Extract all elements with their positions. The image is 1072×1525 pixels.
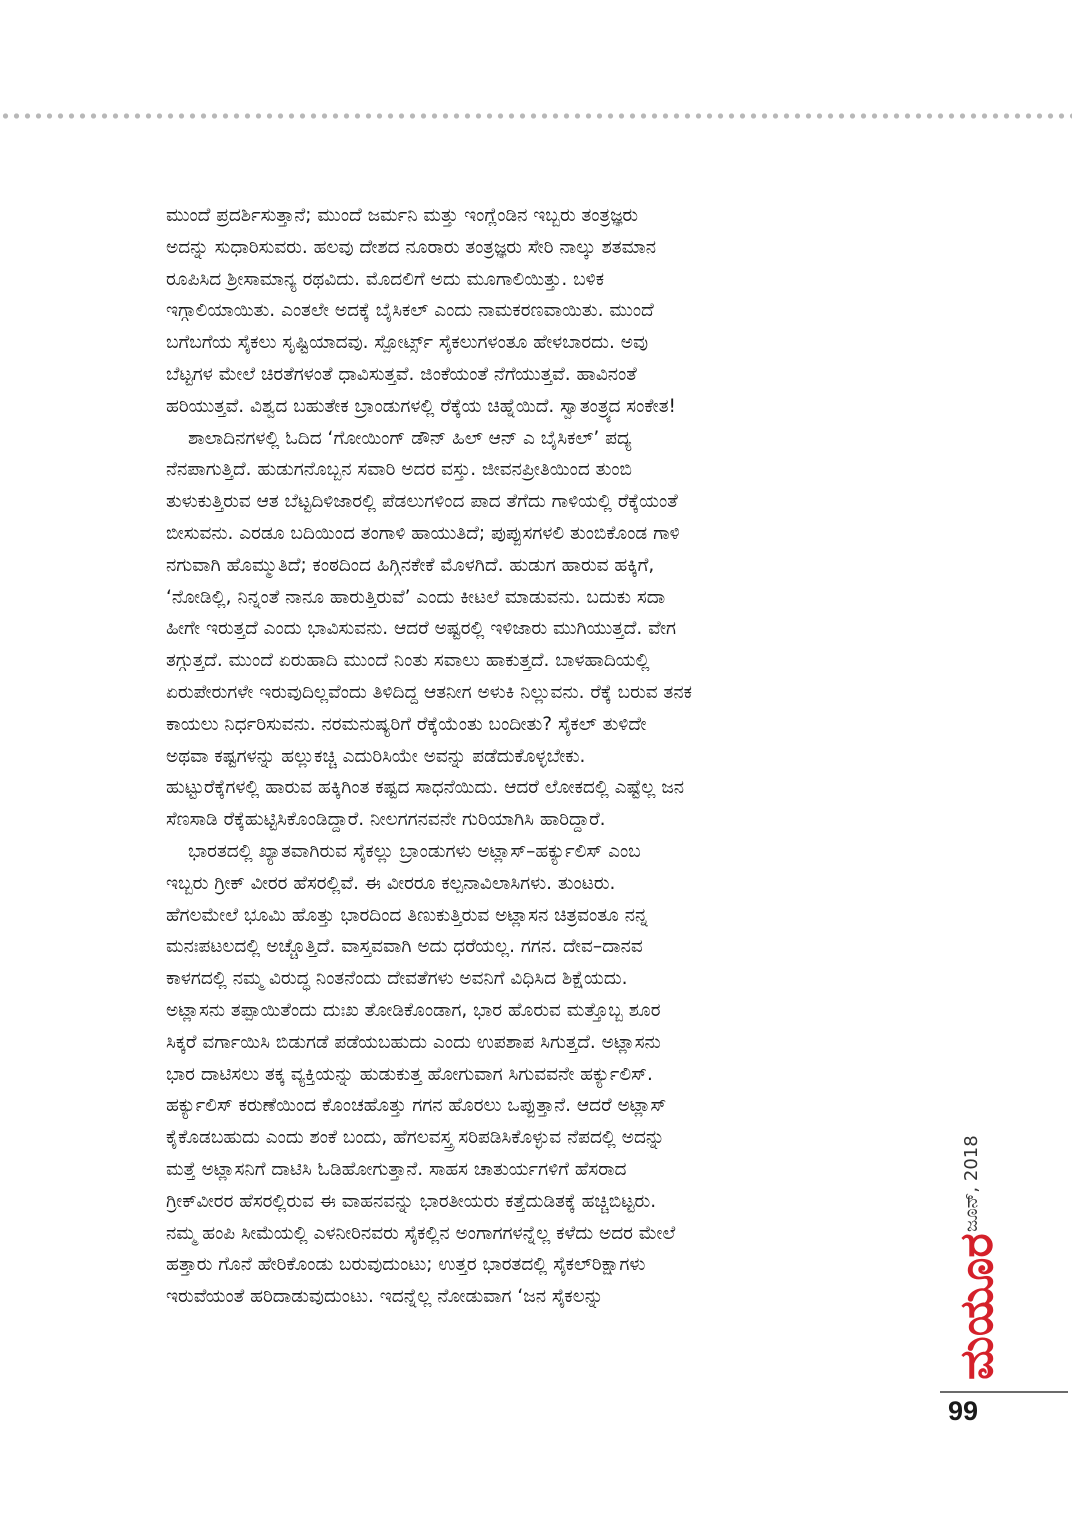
text-line: ಸಿಕ್ಕರೆ ವರ್ಗಾಯಿಸಿ ಬಿಡುಗಡೆ ಪಡೆಯಬಹುದು ಎಂದು ಉಪಶಾಪ ಸಿಗುತ್ತದೆ. ಅಟ್ಲಾಸನು <box>166 1031 661 1053</box>
text-line: ಹರಿಯುತ್ತವೆ. ವಿಶ್ವದ ಬಹುತೇಕ ಬ್ರಾಂಡುಗಳಲ್ಲಿ ರೆಕ್ಕೆಯ ಚಿಹ್ನೆಯಿದೆ. ಸ್ವಾತಂತ್ರ್ಯದ ಸಂಕೇತ! <box>166 395 676 417</box>
text-line: ಹೀಗೇ ಇರುತ್ತದೆ ಎಂದು ಭಾವಿಸುವನು. ಆದರೆ ಅಷ್ಟರಲ್ಲಿ ಇಳಿಜಾರು ಮುಗಿಯುತ್ತದೆ. ವೇಗ <box>166 618 677 640</box>
text-line: ಶಾಲಾದಿನಗಳಲ್ಲಿ ಓದಿದ ‘ಗೋಯಿಂಗ್ ಡೌನ್ ಹಿಲ್ ಆನ್ ಎ ಬೈಸಿಕಲ್’ ಪದ್ಯ <box>188 427 632 449</box>
text-line: ಇಗ್ಗಾಲಿಯಾಯಿತು. ಎಂತಲೇ ಅದಕ್ಕೆ ಬೈಸಿಕಲ್ ಎಂದು ನಾಮಕರಣವಾಯಿತು. ಮುಂದೆ <box>166 300 654 322</box>
text-line: ನೆನಪಾಗುತ್ತಿದೆ. ಹುಡುಗನೊಬ್ಬನ ಸವಾರಿ ಅದರ ವಸ್ತು. ಜೀವನಪ್ರೀತಿಯಿಂದ ತುಂಬಿ <box>166 459 632 481</box>
text-line: ಗ್ರೀಕ್‌ವೀರರ ಹೆಸರಲ್ಲಿರುವ ಈ ವಾಹನವನ್ನು ಭಾರತೀಯರು ಕತ್ತೆದುಡಿತಕ್ಕೆ ಹಚ್ಚಿಬಿಟ್ಟರು. <box>166 1190 657 1212</box>
text-line: ಹೆಗಲಮೇಲೆ ಭೂಮಿ ಹೊತ್ತು ಭಾರದಿಂದ ತಿಣುಕುತ್ತಿರುವ ಅಟ್ಲಾಸನ ಚಿತ್ರವಂತೂ ನನ್ನ <box>166 904 648 926</box>
text-line: ಹತ್ತಾರು ಗೊನೆ ಹೇರಿಕೊಂಡು ಬರುವುದುಂಟು; ಉತ್ತರ ಭಾರತದಲ್ಲಿ ಸೈಕಲ್‌ರಿಕ್ಷಾಗಳು <box>166 1254 646 1276</box>
page-number-rule <box>940 1391 1068 1393</box>
page-number: 99 <box>948 1396 979 1426</box>
text-line: ಅಥವಾ ಕಷ್ಟಗಳನ್ನು ಹಲ್ಲುಕಚ್ಚಿ ಎದುರಿಸಿಯೇ ಅವನ್ನು ಪಡೆದುಕೊಳ್ಳಬೇಕು. <box>166 745 586 767</box>
article-body <box>166 200 914 1313</box>
text-line: ತಗ್ಗುತ್ತದೆ. ಮುಂದೆ ಏರುಹಾದಿ ಮುಂದೆ ನಿಂತು ಸವಾಲು ಹಾಕುತ್ತದೆ. ಬಾಳಹಾದಿಯಲ್ಲಿ <box>166 650 650 672</box>
text-line: ಬಗೆಬಗೆಯ ಸೈಕಲು ಸೃಷ್ಟಿಯಾದವು. ಸ್ಪೋರ್ಟ್ಸ್ ಸೈಕಲುಗಳಂತೂ ಹೇಳಬಾರದು. ಅವು <box>166 332 649 354</box>
text-line: ನಮ್ಮ ಹಂಪಿ ಸೀಮೆಯಲ್ಲಿ ಎಳನೀರಿನವರು ಸೈಕಲ್ಲಿನ ಅಂಗಾಗಗಳನ್ನೆಲ್ಲ ಕಳೆದು ಅದರ ಮೇಲೆ <box>166 1222 676 1244</box>
text-line: ಬೀಸುವನು. ಎರಡೂ ಬದಿಯಿಂದ ತಂಗಾಳಿ ಹಾಯುತಿದೆ; ಪುಪ್ಪುಸಗಳಲಿ ತುಂಬಿಕೊಂಡ ಗಾಳಿ <box>166 522 680 544</box>
text-line: ಇರುವೆಯಂತೆ ಹರಿದಾಡುವುದುಂಟು. ಇದನ್ನೆಲ್ಲ ನೋಡುವಾಗ ‘ಜನ ಸೈಕಲನ್ನು <box>166 1286 604 1308</box>
text-line: ಮತ್ತೆ ಅಟ್ಲಾಸನಿಗೆ ದಾಟಿಸಿ ಓಡಿಹೋಗುತ್ತಾನೆ. ಸಾಹಸ ಚಾತುರ್ಯಗಳಿಗೆ ಹೆಸರಾದ <box>166 1158 627 1180</box>
text-line: ಭಾರತದಲ್ಲಿ ಖ್ಯಾತವಾಗಿರುವ ಸೈಕಲ್ಲು ಬ್ರಾಂಡುಗಳು ಅಟ್ಲಾಸ್–ಹರ್ಕ್ಯುಲಿಸ್ ಎಂಬ <box>188 840 641 862</box>
dotted-header-rule <box>0 112 1072 120</box>
text-line: ಹುಟ್ಟುರೆಕ್ಕೆಗಳಲ್ಲಿ ಹಾರುವ ಹಕ್ಕಿಗಿಂತ ಕಷ್ಟದ ಸಾಧನೆಯಿದು. ಆದರೆ ಲೋಕದಲ್ಲಿ ಎಷ್ಟೆಲ್ಲ ಜನ <box>166 777 685 799</box>
text-line: ಕಾಳಗದಲ್ಲಿ ನಮ್ಮ ವಿರುದ್ಧ ನಿಂತನೆಂದು ದೇವತೆಗಳು ಅವನಿಗೆ ವಿಧಿಸಿದ ಶಿಕ್ಷೆಯದು. <box>166 968 628 990</box>
text-line: ಕೈಕೊಡಬಹುದು ಎಂದು ಶಂಕೆ ಬಂದು, ಹೆಗಲವಸ್ತ್ರ ಸರಿಪಡಿಸಿಕೊಳ್ಳುವ ನೆಪದಲ್ಲಿ ಅದನ್ನು <box>166 1127 665 1149</box>
text-line: ಕಾಯಲು ನಿರ್ಧರಿಸುವನು. ನರಮನುಷ್ಯರಿಗೆ ರೆಕ್ಕೆಯೆಂತು ಬಂದೀತು? ಸೈಕಲ್ ತುಳಿದೇ <box>166 713 647 735</box>
text-line: ಮನಃಪಟಲದಲ್ಲಿ ಅಚ್ಚೊತ್ತಿದೆ. ವಾಸ್ತವವಾಗಿ ಅದು ಧರೆಯಲ್ಲ. ಗಗನ. ದೇವ–ದಾನವ <box>166 936 643 958</box>
issue-date: ಜೂನ್, 2018 <box>961 1135 982 1232</box>
text-line: ಮುಂದೆ ಪ್ರದರ್ಶಿಸುತ್ತಾನೆ; ಮುಂದೆ ಜರ್ಮನಿ ಮತ್ತು ಇಂಗ್ಲೆಂಡಿನ ಇಬ್ಬರು ತಂತ್ರಜ್ಞರು <box>166 205 639 226</box>
text-line: ಸೆಣಸಾಡಿ ರೆಕ್ಕೆಹುಟ್ಟಿಸಿಕೊಂಡಿದ್ದಾರೆ. ನೀಲಗಗನವನೇ ಗುರಿಯಾಗಿಸಿ ಹಾರಿದ್ದಾರೆ. <box>166 809 606 831</box>
text-line: ನಗುವಾಗಿ ಹೊಮ್ಮುತಿದೆ; ಕಂಠದಿಂದ ಹಿಗ್ಗಿನಕೇಕೆ ಮೊಳಗಿದೆ. ಹುಡುಗ ಹಾರುವ ಹಕ್ಕಿಗೆ, <box>166 554 655 576</box>
text-line: ಭಾರ ದಾಟಿಸಲು ತಕ್ಕ ವ್ಯಕ್ತಿಯನ್ನು ಹುಡುಕುತ್ತ ಹೋಗುವಾಗ ಸಿಗುವವನೇ ಹರ್ಕ್ಯುಲಿಸ್. <box>166 1063 653 1085</box>
text-line: ಹರ್ಕ್ಯುಲಿಸ್ ಕರುಣೆಯಿಂದ ಕೊಂಚಹೊತ್ತು ಗಗನ ಹೊರಲು ಒಪ್ಪುತ್ತಾನೆ. ಆದರೆ ಅಟ್ಲಾಸ್ <box>166 1095 667 1117</box>
text-line: ಅದನ್ನು ಸುಧಾರಿಸುವರು. ಹಲವು ದೇಶದ ನೂರಾರು ತಂತ್ರಜ್ಞರು ಸೇರಿ ನಾಲ್ಕು ಶತಮಾನ <box>166 236 657 258</box>
text-line: ‘ನೋಡಿಲ್ಲಿ, ನಿನ್ನಂತೆ ನಾನೂ ಹಾರುತ್ತಿರುವೆ’ ಎಂದು ಕೀಟಲೆ ಮಾಡುವನು. ಬದುಕು ಸದಾ <box>166 586 666 608</box>
magazine-title: ಮಯೂರ <box>949 1233 1003 1380</box>
side-caption <box>948 1135 1072 1380</box>
text-line: ಏರುಪೇರುಗಳೇ ಇರುವುದಿಲ್ಲವೆಂದು ತಿಳಿದಿದ್ದ ಆತನೀಗ ಅಳುಕಿ ನಿಲ್ಲುವನು. ರೆಕ್ಕೆ ಬರುವ ತನಕ <box>166 681 692 703</box>
text-line: ಅಟ್ಲಾಸನು ತಪ್ಪಾಯಿತೆಂದು ದುಃಖ ತೋಡಿಕೊಂಡಾಗ, ಭಾರ ಹೊರುವ ಮತ್ತೊಬ್ಬ ಶೂರ <box>166 999 661 1021</box>
text-line: ಬೆಟ್ಟಗಳ ಮೇಲೆ ಚಿರತೆಗಳಂತೆ ಧಾವಿಸುತ್ತವೆ. ಜಿಂಕೆಯಂತೆ ನೆಗೆಯುತ್ತವೆ. ಹಾವಿನಂತೆ <box>166 363 637 385</box>
text-line: ಇಬ್ಬರು ಗ್ರೀಕ್ ವೀರರ ಹೆಸರಲ್ಲಿವೆ. ಈ ವೀರರೂ ಕಲ್ಪನಾವಿಲಾಸಿಗಳು. ತುಂಟರು. <box>166 872 616 894</box>
text-line: ತುಳುಕುತ್ತಿರುವ ಆತ ಬೆಟ್ಟದಿಳಿಜಾರಲ್ಲಿ ಪೆಡಲುಗಳಿಂದ ಪಾದ ತೆಗೆದು ಗಾಳಿಯಲ್ಲಿ ರೆಕ್ಕೆಯಂತೆ <box>166 491 678 513</box>
text-line: ರೂಪಿಸಿದ ಶ್ರೀಸಾಮಾನ್ಯ ರಥವಿದು. ಮೊದಲಿಗೆ ಅದು ಮೂಗಾಲಿಯಿತ್ತು. ಬಳಿಕ <box>166 268 605 290</box>
